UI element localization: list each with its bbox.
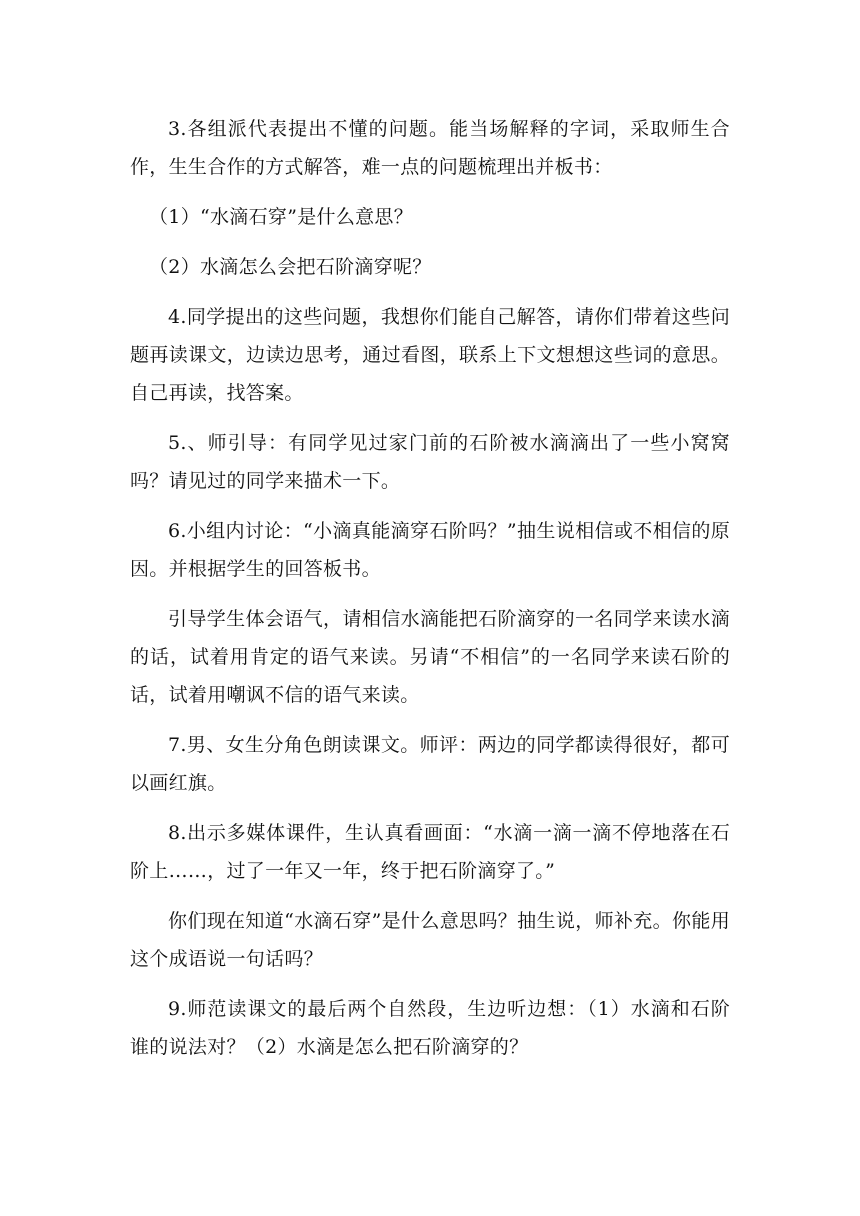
paragraph-idiom-question: 你们现在知道“水滴石穿”是什么意思吗？抽生说，师补充。你能用这个成语说一句话吗？ xyxy=(130,910,730,970)
paragraph-step-6: 6.小组内讨论：“小滴真能滴穿石阶吗？”抽生说相信或不相信的原因。并根据学生的回答板书。 xyxy=(130,520,730,580)
document-body xyxy=(130,110,730,1078)
paragraph-step-5: 5.、师引导：有同学见过家门前的石阶被水滴滴出了一些小窝窝吗？请见过的同学来描术一下。 xyxy=(130,432,730,492)
question-1: （1）“水滴石穿”是什么意思？ xyxy=(149,206,414,228)
paragraph-step-8: 8.出示多媒体课件，生认真看画面：“水滴一滴一滴不停地落在石阶上……，过了一年又一年，终于把石阶滴穿了。” xyxy=(130,822,730,882)
paragraph-step-4: 4.同学提出的这些问题，我想你们能自己解答，请你们带着这些问题再读课文，边读边思考，通过看图，联系上下文想想这些词的意思。自己再读，找答案。 xyxy=(130,306,730,404)
paragraph-step-9: 9.师范读课文的最后两个自然段，生边听边想：（1）水滴和石阶谁的说法对？（2）水滴是怎么把石阶滴穿的？ xyxy=(130,998,730,1058)
paragraph-step-3: 3.各组派代表提出不懂的问题。能当场解释的字词，采取师生合作，生生合作的方式解答，难一点的问题梳理出并板书： xyxy=(130,118,730,178)
paragraph-step-7: 7.男、女生分角色朗读课文。师评：两边的同学都读得很好，都可以画红旗。 xyxy=(130,734,730,794)
question-2: （2）水滴怎么会把石阶滴穿呢？ xyxy=(149,256,432,278)
paragraph-tone-guidance: 引导学生体会语气，请相信水滴能把石阶滴穿的一名同学来读水滴的话，试着用肯定的语气来读。另请“不相信”的一名同学来读石阶的话，试着用嘲讽不信的语气来读。 xyxy=(130,608,730,706)
